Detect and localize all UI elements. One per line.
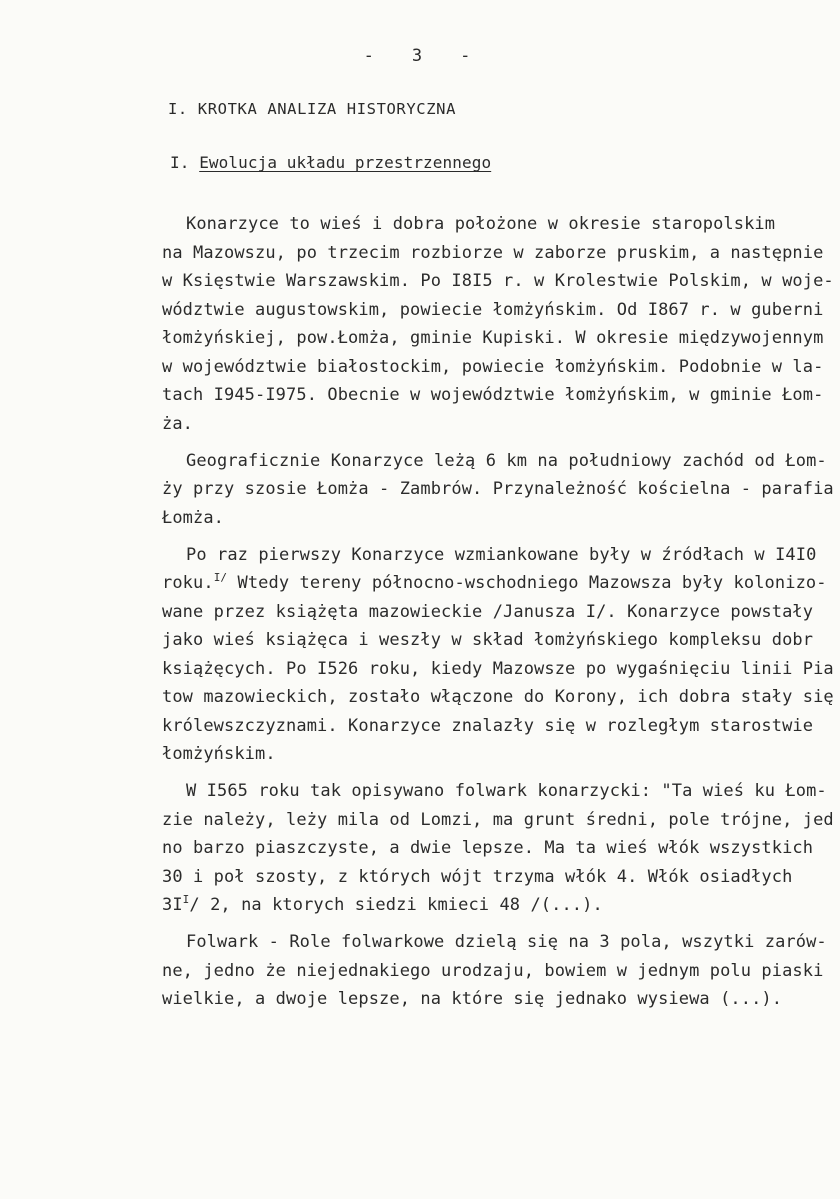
text-line: w Księstwie Warszawskim. Po I8I5 r. w Krolestwie Polskim, w woje-: [162, 271, 834, 291]
text-fragment: Wtedy tereny północno-wschodniego Mazowsza były kolonizo-: [237, 573, 827, 593]
text-line: książęcych. Po I526 roku, kiedy Mazowsze po wygaśnięciu linii Pia: [162, 658, 834, 679]
text-line: tach I945-I975. Obecnie w województwie łomżyńskim, w gminie Łom-: [162, 385, 824, 405]
text-line: Łomża.: [162, 507, 225, 528]
dash-right: -: [460, 46, 477, 66]
text-fragment: / 2, na ktorych siedzi kmieci 48 /(...).: [189, 895, 603, 915]
text-line: wielkie, a dwoje lepsze, na które się jednako wysiewa (...).: [162, 989, 783, 1009]
text-line: Konarzyce to wieś i dobra położone w okresie staropolskim: [186, 214, 776, 234]
text-fragment: roku.: [162, 573, 214, 593]
text-line: łomżyńskiej, pow.Łomża, gminie Kupiski. W okresie międzywojennym: [162, 328, 824, 348]
subsection-title: Ewolucja układu przestrzennego: [199, 153, 492, 172]
text-line: na Mazowszu, po trzecim rozbiorze w zaborze pruskim, a następnie: [162, 242, 824, 263]
text-line: Geograficznie Konarzyce leżą 6 km na południowy zachód od Łom-: [186, 450, 827, 471]
subsection-number: I.: [170, 153, 190, 172]
page-number: 3: [411, 46, 429, 66]
text-line: 30 i poł szosty, z których wójt trzyma włók 4. Włók osiadłych: [162, 866, 793, 887]
text-line: ży przy szosie Łomża - Zambrów. Przynależność kościelna - parafia: [162, 479, 834, 499]
text-line: Po raz pierwszy Konarzyce wzmiankowane były w źródłach w I4I0: [186, 544, 817, 565]
text-line: wane przez książęta mazowieckie /Janusza I/. Konarzyce powstały: [162, 601, 814, 622]
text-line: w województwie białostockim, powiecie łomżyńskim. Podobnie w la-: [162, 356, 824, 377]
text-line: [162, 891, 822, 920]
text-line: królewszczyznami. Konarzyce znalazły się w rozległym starostwie: [162, 715, 814, 736]
subsection-heading: [170, 153, 491, 172]
fraction-marker: I: [182, 893, 190, 906]
text-line: no barzo piaszczyste, a dwie lepsze. Ma ta wieś włók wszystkich: [162, 838, 814, 858]
dash-left: -: [363, 46, 380, 66]
text-line: Folwark - Role folwarkowe dzielą się na 3 pola, wszytki zarów-: [186, 932, 827, 952]
text-line: zie należy, leży mila od Lomzi, ma grunt średni, pole trójne, jed: [162, 809, 834, 830]
text-line: ne, jedno że niejednakiego urodzaju, bowiem w jednym polu piaski: [162, 960, 824, 981]
paragraph-1: [162, 210, 834, 438]
paragraph-5: [162, 928, 827, 1014]
text-line: tow mazowieckich, zostało włączone do Korony, ich dobra stały się: [162, 687, 834, 707]
text-line: łomżyńskim.: [162, 744, 276, 764]
text-line: W I565 roku tak opisywano folwark konarzycki: "Ta wieś ku Łom-: [186, 781, 827, 801]
text-line: jako wieś książęca i weszły w skład łomżyńskiego kompleksu dobr: [162, 630, 814, 650]
text-line: wództwie augustowskim, powiecie łomżyńskim. Od I867 r. w guberni: [162, 299, 824, 320]
page-number-line: [0, 46, 840, 66]
text-fragment: 3I: [162, 895, 183, 915]
footnote-marker: I/: [213, 571, 228, 584]
body-text: [162, 210, 834, 1022]
paragraph-2: [162, 447, 834, 533]
text-line: [162, 569, 827, 598]
paragraph-3: [162, 541, 834, 769]
section-title: I. KROTKA ANALIZA HISTORYCZNA: [168, 100, 457, 118]
paragraph-4: [162, 777, 834, 920]
text-line: ża.: [162, 413, 194, 434]
